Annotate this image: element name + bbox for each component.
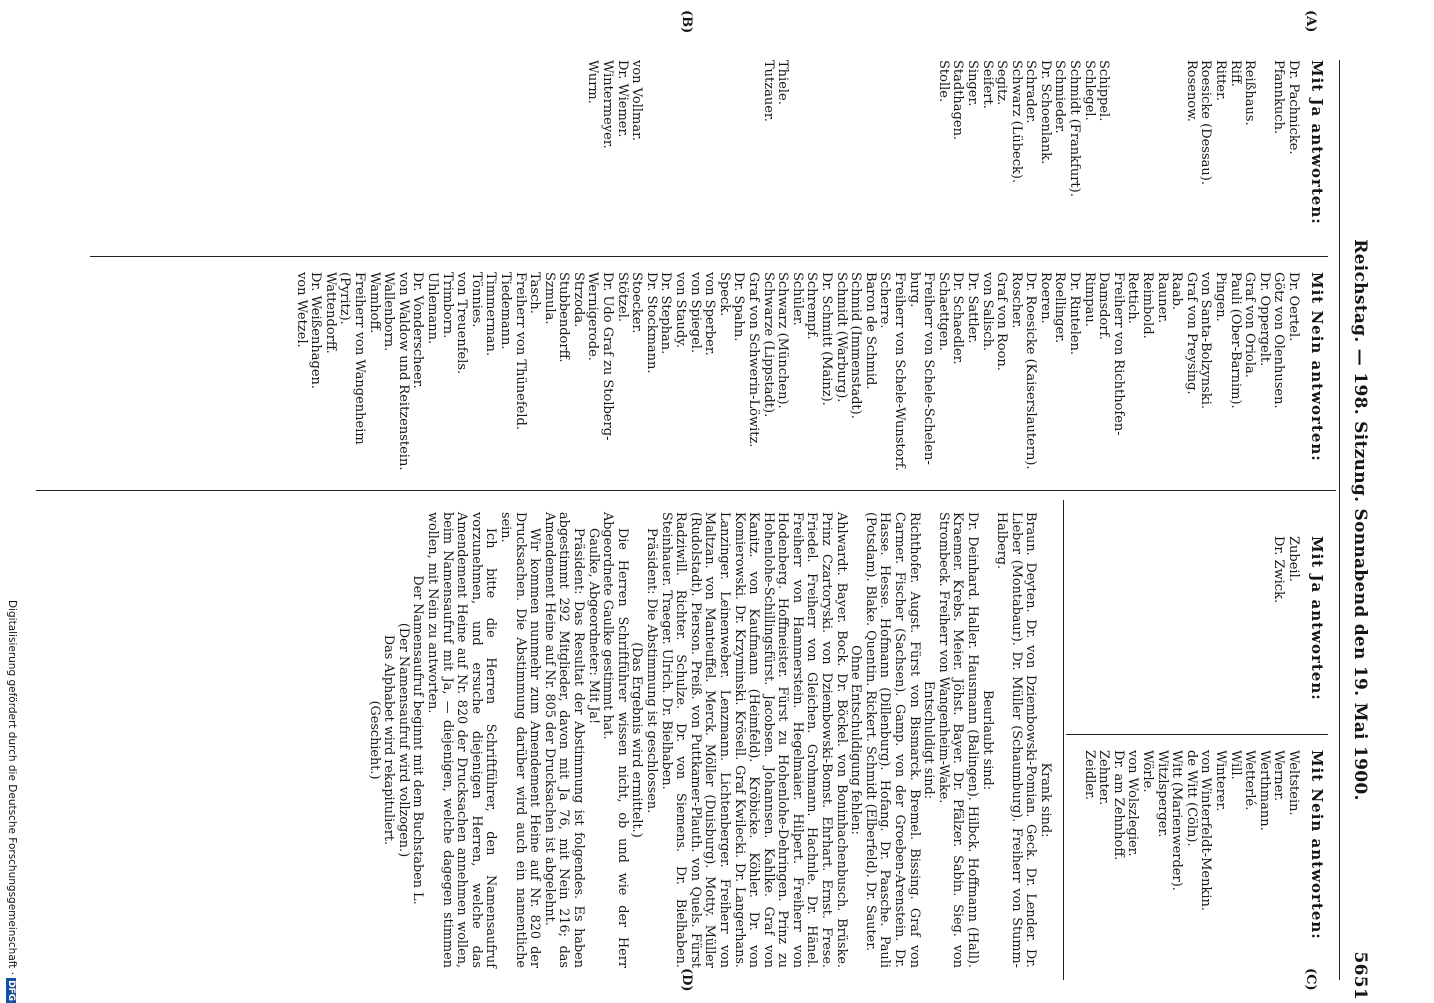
voter-name bbox=[745, 60, 760, 197]
vote-result: Präsident: Das Resultat der Abstimmung ist folgendes. Es haben abgestimmt 292 Mitglieder, davon mit Ja 76, mit Nein 216; das Amendement Heine auf Nr. 805 der Drucksachen ist abgelehnt. bbox=[541, 512, 586, 968]
voter-name: Dr. am Zehnhoff. bbox=[1110, 750, 1126, 861]
voter-name: Schwarz (Lübeck). bbox=[1008, 60, 1024, 184]
voter-name: Dr. Rintelen. bbox=[1067, 272, 1083, 356]
voter-name: Witzlsperger. bbox=[1154, 750, 1170, 838]
left-yes-list bbox=[585, 60, 1300, 197]
voter-name bbox=[1139, 60, 1154, 197]
voter-name: Will. bbox=[1227, 750, 1243, 780]
voter-name: Wattendorff. bbox=[322, 272, 338, 354]
voter-name: Weltstein. bbox=[1286, 750, 1301, 816]
voter-name: Trimborn. bbox=[439, 272, 455, 339]
voter-name: Freiherr von Wangenheim bbox=[352, 272, 367, 445]
voter-name: von Spiegel. bbox=[687, 272, 703, 354]
voter-name: Wernigerode. bbox=[585, 272, 601, 361]
voter-name: Wörle. bbox=[1140, 750, 1156, 793]
right-section-rule bbox=[1063, 500, 1064, 980]
voter-name: Szmula. bbox=[541, 272, 557, 325]
voter-name bbox=[716, 60, 731, 197]
voter-name: Dr. Oertel. bbox=[1286, 272, 1301, 342]
done-note: (Geschieht.) bbox=[366, 700, 382, 780]
voter-name: Schrader. bbox=[1023, 60, 1039, 124]
voter-name: Rettich. bbox=[1125, 272, 1141, 324]
secretary-note: Die Herren Schriftführer wissen nicht, ob und wie der Herr Abgeordnete Gaulke gestimmt hat. bbox=[600, 512, 630, 968]
voter-name: Wurm. bbox=[585, 60, 601, 104]
voter-name: Roellinger. bbox=[1052, 272, 1068, 344]
voter-name: von Wolszlegier. bbox=[1125, 750, 1141, 857]
voter-name: Dr. Zwick. bbox=[1271, 536, 1287, 604]
voter-name: Schwarz (München). bbox=[775, 272, 791, 409]
voter-name bbox=[862, 60, 877, 197]
beurlaubt-heading: Beurlaubt sind: bbox=[979, 689, 995, 791]
voter-name: von Santa-Bolzynski. bbox=[1198, 272, 1214, 410]
voter-name: Speck. bbox=[716, 272, 732, 317]
voter-name: Tutzauer. bbox=[760, 60, 776, 122]
voter-name: Schwarze (Lippstadt). bbox=[760, 272, 776, 418]
voter-name: Schmidt (Warburg). bbox=[833, 272, 849, 403]
voter-name: von Winterfeldt-Menkin. bbox=[1198, 750, 1214, 911]
page-header bbox=[1344, 40, 1370, 1000]
voter-name: Stolle. bbox=[935, 60, 951, 103]
voter-name bbox=[921, 60, 936, 197]
voter-name: Dr. Wiemer. bbox=[614, 60, 630, 138]
voter-name bbox=[877, 60, 892, 197]
voter-name: Dr. Weißenhagen. bbox=[308, 272, 324, 390]
roll-call-done: (Der Namensaufruf wird vollzogen.) bbox=[395, 622, 411, 858]
margin-mark-a: (A) bbox=[1303, 10, 1318, 33]
voter-name: von Treuenfels. bbox=[454, 272, 470, 375]
left-subcolumn-rule bbox=[90, 256, 1328, 257]
voter-name: Dr. Oppergelt. bbox=[1256, 272, 1272, 367]
voter-name: Reimbold. bbox=[1140, 272, 1156, 339]
entschuldigt-text: Richthofer. Augst. Fürst von Bismarck. Bremel. Bissing. Graf von Carmer. Fischer (Sachsen). Gamp. von der Groeben-Arenstein. Dr. Hasse. Hesse. Hofmann (Dillenburg). Hofang. Dr. Paasche. Pauli (Potsdam). Blake. Quentin. Rickert. Schmidt (Elberfeld). Dr. Sauter. bbox=[862, 512, 922, 968]
voter-name: Strzoda. bbox=[570, 272, 586, 328]
voter-name: Dr. Roesicke (Kaiserslautern). bbox=[1023, 272, 1039, 470]
voter-name bbox=[833, 60, 848, 197]
result-pending: (Das Ergebnis wird ermittelt.) bbox=[629, 642, 645, 838]
right-no-heading: Mit Nein antworten: bbox=[1308, 750, 1326, 940]
voter-name: Roscher. bbox=[1008, 272, 1024, 329]
voter-name: Schippel. bbox=[1096, 60, 1112, 122]
digitization-footer bbox=[4, 600, 18, 1002]
voter-name: Witt (Marienwerder). bbox=[1169, 750, 1185, 891]
voter-name: Pingen. bbox=[1213, 272, 1229, 322]
voter-name: Dr. Stephan. bbox=[658, 272, 674, 355]
voter-name: Schüler. bbox=[789, 272, 805, 326]
voter-name bbox=[702, 60, 717, 197]
voter-name: Dr. Pachnicke. bbox=[1286, 60, 1301, 155]
voter-name: Rauner. bbox=[1154, 272, 1170, 324]
voter-name: Seifert. bbox=[979, 60, 995, 109]
voter-name: Rimpau. bbox=[1081, 272, 1097, 327]
voter-name bbox=[643, 60, 658, 197]
voter-name: Reißhaus. bbox=[1242, 60, 1258, 126]
beurlaubt-text: Dr. Deinhard. Haller. Hausmann (Balingen). Hilbck. Hoffmann (Hall). Kraemer. Krebs. Meier. Jöhst. Bayer. Dr. Pfälzer. Sabin. Sieg. von Strombeck. Freiherr von Wangenheim-Wake. bbox=[935, 512, 981, 968]
voter-name bbox=[1154, 60, 1169, 197]
header-rule bbox=[1339, 60, 1340, 980]
voter-name: Dr. Vonderscheer. bbox=[410, 272, 426, 389]
voter-name: Götz von Olenhusen. bbox=[1271, 272, 1287, 409]
voter-name: Graf von Preysing. bbox=[1183, 272, 1199, 395]
voter-name: (Pyritz). bbox=[337, 272, 353, 325]
voter-name bbox=[1169, 60, 1184, 197]
krank-text: Braun. Deyten. Dr. von Dziembowski-Pomian. Geck. Dr. Lender. Dr. Lieber (Montabaur). Dr. Müller (Schaumburg). Freiherr von Stumm-Halberg. bbox=[994, 512, 1039, 968]
voter-name bbox=[789, 60, 804, 197]
left-yes-heading: Mit Ja antworten: bbox=[1308, 60, 1326, 225]
voter-name: Freiherr von Schele-Schelen- bbox=[921, 272, 937, 465]
voter-name: Werner. bbox=[1271, 750, 1287, 802]
voter-name bbox=[687, 60, 702, 197]
footer-text: Digitalisierung gefördert durch die Deutsche Forschungsgemeinschaft · bbox=[6, 600, 18, 976]
gaulke-statement: Gaulke, Abgeordneter: Mit Ja! bbox=[585, 528, 601, 725]
voter-name: Dr. Spahn. bbox=[731, 272, 747, 342]
voter-name: Baron de Schmid. bbox=[862, 272, 878, 390]
voter-name: Zeidler. bbox=[1081, 750, 1097, 800]
right-subcolumn-rule bbox=[1066, 734, 1328, 735]
voter-name: Wintermeyer. bbox=[600, 60, 616, 149]
voter-name bbox=[818, 60, 833, 197]
voter-name bbox=[1110, 60, 1125, 197]
margin-mark-b: (B) bbox=[679, 10, 694, 34]
voter-name: Schmieder. bbox=[1052, 60, 1068, 134]
voter-name: Zubeil. bbox=[1286, 536, 1301, 582]
voter-name: Freiherr von Schele-Wunstorf. bbox=[891, 272, 907, 472]
voter-name bbox=[891, 60, 906, 197]
voter-name: Graf von Oriola. bbox=[1242, 272, 1258, 378]
voter-name: Dr. Schoenlank. bbox=[1037, 60, 1053, 165]
voter-name: von Waldow und Reitzenstein. bbox=[395, 272, 411, 471]
dfg-logo: DFG bbox=[6, 980, 16, 1002]
voter-name: burg. bbox=[906, 272, 922, 308]
voter-name: Schmidt (Frankfurt). bbox=[1067, 60, 1083, 197]
page-number: 5651 bbox=[1350, 951, 1370, 1000]
voter-name: Graf von Roon. bbox=[994, 272, 1010, 371]
left-no-heading: Mit Nein antworten: bbox=[1308, 272, 1326, 462]
voter-name: Schlegel. bbox=[1081, 60, 1097, 121]
roll-call-start: Der Namensaufruf beginnt mit dem Buchstaben L. bbox=[410, 575, 426, 905]
right-running-text bbox=[366, 512, 1052, 968]
voter-name: Wallenborn. bbox=[381, 272, 397, 352]
voter-name: Damsdorf. bbox=[1096, 272, 1112, 341]
voter-name: Singer. bbox=[964, 60, 980, 107]
voter-name bbox=[906, 60, 921, 197]
voter-name: Dr. Schmitt (Mainz). bbox=[819, 272, 834, 406]
voter-name: Dr. Schaedler. bbox=[950, 272, 966, 365]
voter-name: Wetterlé. bbox=[1242, 750, 1258, 811]
ohne-heading: Ohne Entschuldigung fehlen: bbox=[848, 645, 864, 835]
voter-name: Uhlemann. bbox=[424, 272, 440, 345]
voter-name bbox=[1125, 60, 1140, 197]
voter-name: von Sperber. bbox=[702, 272, 718, 356]
voter-name: Raab. bbox=[1169, 272, 1185, 311]
voter-name: Freiherr von Richthofen- bbox=[1110, 272, 1126, 436]
voter-name: Tasch. bbox=[527, 272, 543, 314]
right-yes-heading: Mit Ja antworten: bbox=[1308, 536, 1326, 701]
voter-name: von Staudy. bbox=[673, 272, 689, 349]
voter-name: Stoecker. bbox=[629, 272, 645, 334]
voter-name: Tiedemann. bbox=[497, 272, 513, 350]
voter-name: Scherre. bbox=[877, 272, 893, 329]
voter-name: Ritter. bbox=[1213, 60, 1229, 102]
roll-call-request: Ich bitte die Herren Schriftführer, den Namensaufruf vorzunehmen, und ersuche diejenigen Herren, welche das Amendement Heine auf Nr. 820 der Drucksachen annehmen wollen, beim Namensaufruf mit Ja, — diejenigen, welche dagegen stimmen wollen, mit Nein zu antworten. bbox=[425, 512, 499, 968]
ohne-text: Ahlwardt. Bayer. Bock. Dr. Böckel. von Boninhachenbusch. Brüske. Prinz Czartoryski. von Dziembowski-Bomst. Ehrhart. Ernst. Frese. Friedel. Freiherr von Gleichen. Grohmann. Hachnle. Dr. Hänel. Freiherr von Hammerstein. Hegelmaier. Hilpert. Freiherr von Hodenberg. Hoffmeister. Fürst zu Hohenlohe-Dehringen. Prinz zu Hohenlohe-Schillingsfürst. Jacobsen. Johannsen. Kahlke. Graf von Kanitz. von Kaufmann (Heimfeld). Kröbicke. Köhler. Dr. von Komierowski. Dr. Krzyminski. Krösell. Graf Kwilecki. Dr. Langerhans. Lanzinger. Leinenweber. Lenzmann. Lichtenberger. Freiherr von Maltzan. von Manteuffel. Merck. Möller (Duisburg). Motty. Müller (Rudolstadt). Pierson. Preiß. von Puttkamer-Plauth. von Quels. Fürst Radziwill. Richter. Schulze. Dr. von Siemens. Dr. Bielhaben. Steinhauer. Traeger. Ulrich. Dr. Bielhaben. bbox=[658, 512, 849, 968]
voter-name bbox=[658, 60, 673, 197]
center-column-rule bbox=[36, 490, 1336, 491]
voter-name: Rosenow. bbox=[1183, 60, 1199, 122]
entschuldigt-heading: Entschuldigt sind: bbox=[921, 680, 937, 800]
voter-name bbox=[672, 60, 687, 197]
voter-name: Dr. Udo Graf zu Stolberg- bbox=[600, 272, 616, 441]
margin-mark-d: (D) bbox=[679, 968, 694, 992]
voter-name: Stubbendorff. bbox=[556, 272, 572, 363]
voter-name: Schmid (Immenstadt). bbox=[848, 272, 864, 419]
voter-name bbox=[1256, 60, 1271, 197]
voter-name: Riff. bbox=[1227, 60, 1243, 87]
krank-heading: Krank sind: bbox=[1038, 762, 1053, 838]
voter-name: von Wetzel. bbox=[293, 272, 309, 348]
voter-name: Stötzel. bbox=[614, 272, 630, 323]
voter-name bbox=[848, 60, 863, 197]
recap: Das Alphabet wird rekapituliert. bbox=[381, 634, 397, 846]
voter-name: Werthmann. bbox=[1256, 750, 1272, 831]
voter-name: Schrempf. bbox=[804, 272, 820, 340]
voter-name: Segitz. bbox=[994, 60, 1010, 106]
voter-name: Pauli (Ober-Barnim). bbox=[1227, 272, 1243, 409]
right-yes-list bbox=[1271, 536, 1300, 603]
voter-name bbox=[731, 60, 746, 197]
voter-name bbox=[804, 60, 819, 197]
voter-name: von Salisch. bbox=[979, 272, 995, 352]
voter-name: Thiele. bbox=[775, 60, 791, 105]
voter-name: von Vollmar. bbox=[629, 60, 645, 142]
voter-name: Winterer. bbox=[1213, 750, 1229, 812]
voter-name: Zehnter. bbox=[1096, 750, 1112, 806]
right-no-list bbox=[1081, 750, 1300, 911]
voter-name: de Witt (Cöln). bbox=[1183, 750, 1199, 847]
president-closing: Präsident: Die Abstimmung ist geschlossen. bbox=[643, 528, 659, 814]
voter-name: Timmerman. bbox=[483, 272, 499, 356]
left-no-list bbox=[293, 272, 1300, 471]
next-amendment: Wir kommen nunmehr zum Amendement Heine auf Nr. 820 der Drucksachen. Die Abstimmung darüber wird auch ein namentliche sein. bbox=[498, 512, 543, 968]
voter-name: Roesicke (Dessau). bbox=[1198, 60, 1214, 185]
voter-name: Stadthagen. bbox=[950, 60, 966, 141]
voter-name: Wamhoff. bbox=[366, 272, 382, 334]
voter-name: Schaettgen. bbox=[935, 272, 951, 351]
voter-name: Dr. Stockmann. bbox=[643, 272, 659, 374]
voter-name: Graf von Schwerin-Löwitz. bbox=[746, 272, 762, 448]
voter-name: Freiherr von Thünefeld. bbox=[512, 272, 528, 430]
header-title: Reichstag. — 198. Sitzung. Sonnabend den 19. Mai 1900. bbox=[1350, 239, 1370, 801]
voter-name: Roeren. bbox=[1037, 272, 1053, 324]
voter-name: Tönnies. bbox=[468, 272, 484, 328]
voter-name: Dr. Sattler. bbox=[964, 272, 980, 344]
voter-name: Pfannkuch. bbox=[1271, 60, 1287, 135]
margin-mark-c: (C) bbox=[1303, 968, 1318, 991]
